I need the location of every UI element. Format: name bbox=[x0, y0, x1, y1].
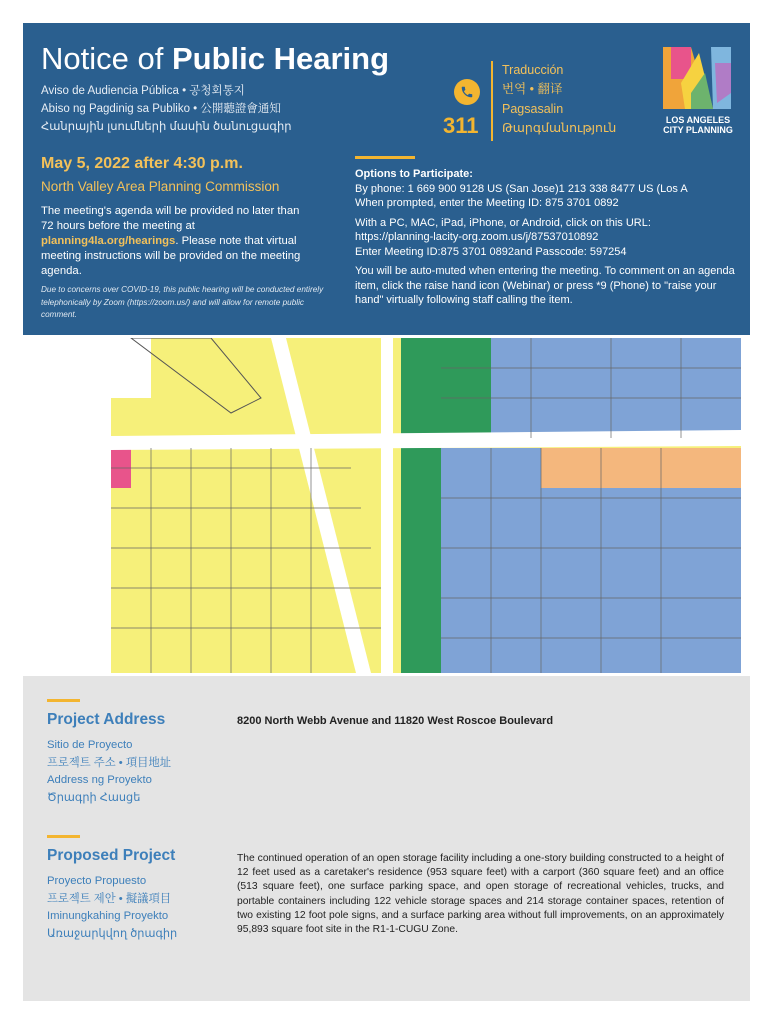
agenda-text-pre: The meeting's agenda will be provided no later than 72 hours before the meeting at bbox=[41, 205, 300, 232]
zone-white bbox=[111, 338, 151, 398]
translation-label-3: Pagsasalin bbox=[502, 102, 564, 116]
hearings-link[interactable]: planning4la.org/hearings bbox=[41, 235, 176, 247]
auto-mute-note: You will be auto-muted when entering the meeting. To comment on an agenda item, click the raise hand icon (Webinar) or press *9 (Phone) to "raise your hand" virtually following staff calling the item. bbox=[355, 265, 735, 306]
translation-label-4: Թարգմանություն bbox=[502, 121, 617, 135]
proposed-project-value: The continued operation of an open storage facility including a one-story building constructed to a height of 12 feet used as a caretaker's residence (953 square feet) with a carport (360 square feet) and an office (513 square feet), one surface parking space, and open storage of recreational vehicles, trucks, and portable containers including 122 vehicle storage spaces and 214 storage container spaces, retention of two existing 12 foot pole signs, and a surface parking area without full improvements, on an approximately 95,893 square foot site in the R1-1-CUGU Zone. bbox=[237, 853, 724, 936]
logo-text-line-2: CITY PLANNING bbox=[663, 125, 733, 135]
logo-text-line-1: LOS ANGELES bbox=[665, 115, 731, 125]
zone-orange bbox=[541, 448, 741, 488]
proposed-project-rule bbox=[47, 835, 80, 838]
city-planning-logo bbox=[661, 43, 733, 155]
project-address-value: 8200 North Webb Avenue and 11820 West Roscoe Boulevard bbox=[237, 715, 554, 727]
project-address-translation-2: 프로젝트 주소 • 項目地址 bbox=[47, 757, 172, 769]
participate-options bbox=[355, 167, 747, 313]
participate-heading: Options to Participate: bbox=[355, 168, 473, 180]
hearing-notice-header bbox=[23, 23, 750, 335]
agenda-note bbox=[41, 204, 303, 279]
title-translation-2: Abiso ng Pagdinig sa Publiko • 公開聽證會通知 bbox=[41, 103, 281, 115]
proposed-project-translation-4: Առաջարկվող ծրագիր bbox=[47, 928, 178, 940]
zoom-url[interactable]: https://planning-lacity-org.zoom.us/j/87537010892 bbox=[355, 231, 599, 243]
proposed-project-translation-1: Proyecto Propuesto bbox=[47, 875, 147, 887]
zone-green-south bbox=[401, 448, 441, 673]
pc-line-3: Enter Meeting ID:875 3701 0892and Passcode: 597254 bbox=[355, 245, 627, 258]
phone-line-1: By phone: 1 669 900 9128 US (San Jose)1 213 338 8477 US (Los A bbox=[355, 182, 688, 195]
project-address-rule bbox=[47, 699, 80, 702]
phone-icon bbox=[454, 79, 480, 105]
project-address-title: Project Address bbox=[47, 711, 166, 728]
title-translation-3: Հանրային լսումների մասին ծանուցագիր bbox=[41, 121, 292, 133]
covid-note: Due to concerns over COVID-19, this public hearing will be conducted entirely telephonically by Zoom (https://zoom.us/) and will allow for remote public comment. bbox=[41, 285, 324, 319]
title-bold: Public Hearing bbox=[171, 41, 390, 76]
proposed-project-translation-3: Iminungkahing Proyekto bbox=[47, 910, 169, 922]
project-address-translation-3: Address ng Proyekto bbox=[47, 774, 152, 786]
project-address-translation-4: Ծրագրի Հասցե bbox=[47, 792, 141, 804]
participate-rule bbox=[355, 156, 415, 159]
proposed-project-title: Proposed Project bbox=[47, 847, 176, 864]
title-translation-1: Aviso de Audiencia Pública • 공청회통지 bbox=[41, 85, 245, 97]
commission-name: North Valley Area Planning Commission bbox=[41, 179, 280, 194]
translation-divider bbox=[491, 61, 493, 141]
translation-label-1: Traducción bbox=[502, 63, 564, 77]
agenda-text-post: . Please note that virtual meeting instructions will be provided on the meeting agenda. bbox=[41, 235, 301, 277]
page-title bbox=[41, 41, 389, 77]
hearing-date: May 5, 2022 after 4:30 p.m. bbox=[41, 155, 243, 172]
project-address-translation-1: Sitio de Proyecto bbox=[47, 739, 133, 751]
phone-line-2: When prompted, enter the Meeting ID: 875 3701 0892 bbox=[355, 197, 619, 209]
pc-line-1: With a PC, MAC, iPad, iPhone, or Android, click on this URL: bbox=[355, 216, 651, 229]
proposed-project-translation-2: 프로젝트 제안 • 擬議項目 bbox=[47, 893, 172, 905]
title-light: Notice of bbox=[41, 41, 164, 76]
phone-311: 311 bbox=[443, 113, 479, 138]
zone-green-north bbox=[401, 338, 491, 438]
project-details bbox=[23, 676, 750, 1001]
webb-avenue bbox=[381, 338, 393, 673]
translation-label-2: 번역 • 翻译 bbox=[502, 82, 563, 96]
logo-text bbox=[656, 115, 740, 135]
zoning-map bbox=[111, 338, 741, 673]
